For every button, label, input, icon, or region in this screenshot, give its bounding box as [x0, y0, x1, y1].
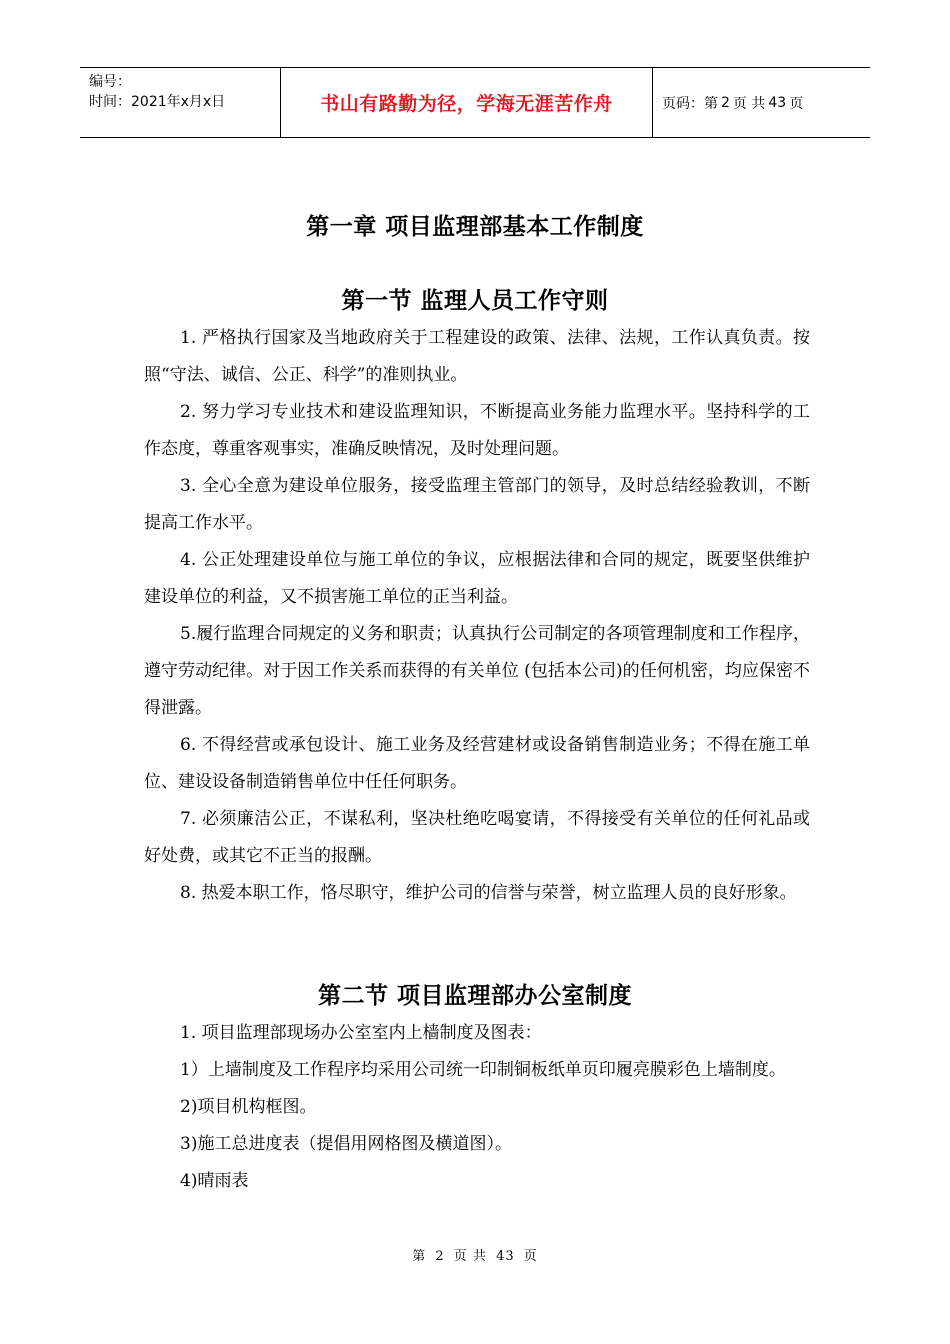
section-1-paragraph: 6. 不得经营或承包设计、施工业务及经营建材或设备销售制造业务；不得在施工单位、建设设备制造销售单位中任任何职务。 [144, 735, 810, 792]
section-2-paragraph: 1. 项目监理部现场办公室室内上樯制度及图表： [180, 1023, 542, 1043]
section-2-paragraph: 3)施工总进度表（提倡用网格图及横道图）。 [180, 1134, 512, 1154]
header-page-current: 2 [721, 94, 730, 111]
section-1-paragraph: 8. 热爱本职工作，恪尽职守，维护公司的信誉与荣誉，树立监理人员的良好形象。 [180, 883, 797, 903]
section-1-paragraph: 7. 必须廉洁公正，不谋私利，坚决杜绝吃喝宴请，不得接受有关单位的任何礼品或好处费，或其它不正当的报酬。 [144, 809, 810, 866]
header-page-prefix: 页码：第 [662, 95, 718, 112]
section-2-paragraph: 2)项目机构框图。 [180, 1097, 317, 1117]
section-1-paragraph: 5.履行监理合同规定的义务和职责；认真执行公司制定的各项管理制度和工作程序，遵守劳动纪律。对于因工作关系而获得的有关单位 (包括本公司)的任何机密，均应保密不得泄露。 [144, 624, 810, 718]
section-2-paragraph: 1）上墙制度及工作程序均采用公司统一印制铜板纸单页印履亮膜彩色上墙制度。 [180, 1060, 786, 1080]
header-page-number [653, 68, 870, 137]
header-date: 时间：2021年x月x日 [89, 94, 226, 110]
header-page-suffix: 页 [789, 95, 804, 112]
footer-suffix: 页 [523, 1249, 538, 1264]
header-page-mid: 页 共 [732, 95, 766, 112]
chapter-title: 第一章 项目监理部基本工作制度 [306, 214, 644, 240]
header-code-label: 编号： [89, 74, 131, 90]
section-1-paragraph: 4. 公正处理建设单位与施工单位的争议，应根据法律和合同的规定，既要坚供维护建设单位的利益，又不损害施工单位的正当利益。 [144, 550, 810, 607]
page-footer [0, 1245, 950, 1264]
section-2-title: 第二节 项目监理部办公室制度 [317, 983, 632, 1009]
header-motto: 书山有路勤为径，学海无涯苦作舟 [281, 68, 653, 137]
header-page-total: 43 [768, 94, 787, 111]
section-1-body [144, 320, 810, 912]
section-1-paragraph: 3. 全心全意为建设单位服务，接受监理主管部门的领导，及时总结经验教训，不断提高工作水平。 [144, 476, 810, 533]
footer-mid: 页 共 [453, 1249, 487, 1264]
section-2-paragraph: 4)晴雨表 [180, 1171, 249, 1191]
section-1-paragraph: 2. 努力学习专业技术和建设监理知识，不断提高业务能力监理水平。坚持科学的工作态度，尊重客观事实，准确反映情况，及时处理问题。 [144, 402, 810, 459]
footer-total: 43 [496, 1249, 515, 1264]
section-1-title: 第一节 监理人员工作守则 [341, 288, 609, 314]
footer-prefix: 第 [412, 1249, 427, 1264]
header-meta [80, 68, 281, 137]
section-1-paragraph: 1. 严格执行国家及当地政府关于工程建设的政策、法律、法规，工作认真负责。按照“守法、诚信、公正、科学”的准则执业。 [144, 328, 810, 385]
footer-current: 2 [435, 1249, 445, 1264]
section-2-body [144, 1015, 810, 1200]
page-header [80, 67, 870, 138]
